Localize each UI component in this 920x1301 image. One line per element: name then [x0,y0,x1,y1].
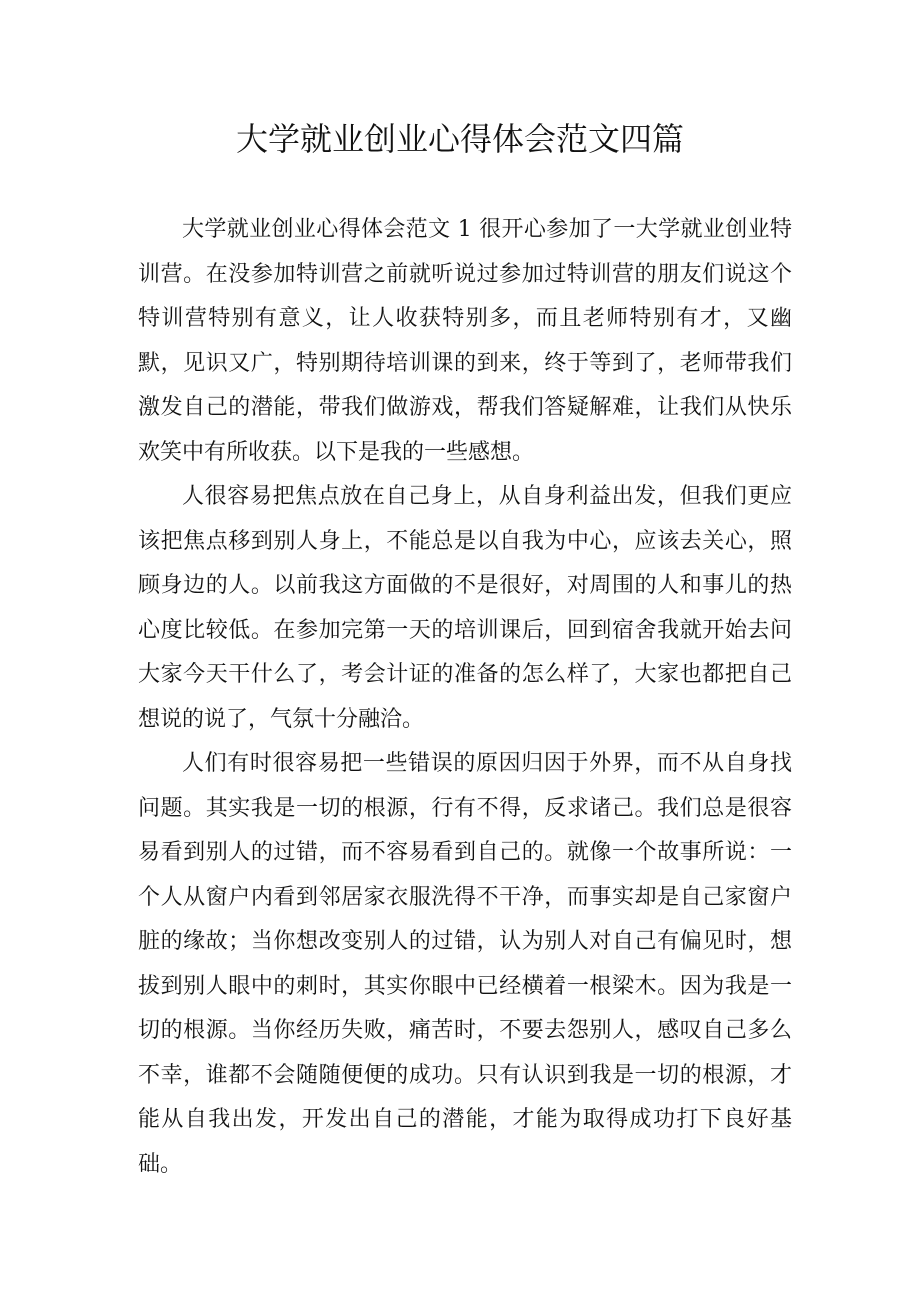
paragraph-3: 人们有时很容易把一些错误的原因归因于外界，而不从自身找问题。其实我是一切的根源，行有不得，反求诸己。我们总是很容易看到别人的过错，而不容易看到自己的。就像一个故事所说：一个人从窗户内看到邻居家衣服洗得不干净，而事实却是自己家窗户脏的缘故；当你想改变别人的过错，认为别人对自己有偏见时，想拔到别人眼中的刺时，其实你眼中已经横着一根梁木。因为我是一切的根源。当你经历失败，痛苦时，不要去怨别人，感叹自己多么不幸，谁都不会随随便便的成功。只有认识到我是一切的根源，才能从自我出发，开发出自己的潜能，才能为取得成功打下良好基础。 [138,751,792,1177]
paragraph-1: 大学就业创业心得体会范文 1 很开心参加了一大学就业创业特训营。在没参加特训营之前就听说过参加过特训营的朋友们说这个特训营特别有意义，让人收获特别多，而且老师特别有才，又幽默，见识又广，特别期待培训课的到来，终于等到了，老师带我们激发自己的潜能，带我们做游戏，帮我们答疑解难，让我们从快乐欢笑中有所收获。以下是我的一些感想。 [138,217,792,465]
document-body [138,208,792,1187]
paragraph-2: 人很容易把焦点放在自己身上，从自身利益出发，但我们更应该把焦点移到别人身上，不能总是以自我为中心，应该去关心，照顾身边的人。以前我这方面做的不是很好，对周围的人和事儿的热心度比较低。在参加完第一天的培训课后，回到宿舍我就开始去问大家今天干什么了，考会计证的准备的怎么样了，大家也都把自己想说的说了，气氛十分融洽。 [138,484,792,732]
document-title: 大学就业创业心得体会范文四篇 [235,120,684,158]
